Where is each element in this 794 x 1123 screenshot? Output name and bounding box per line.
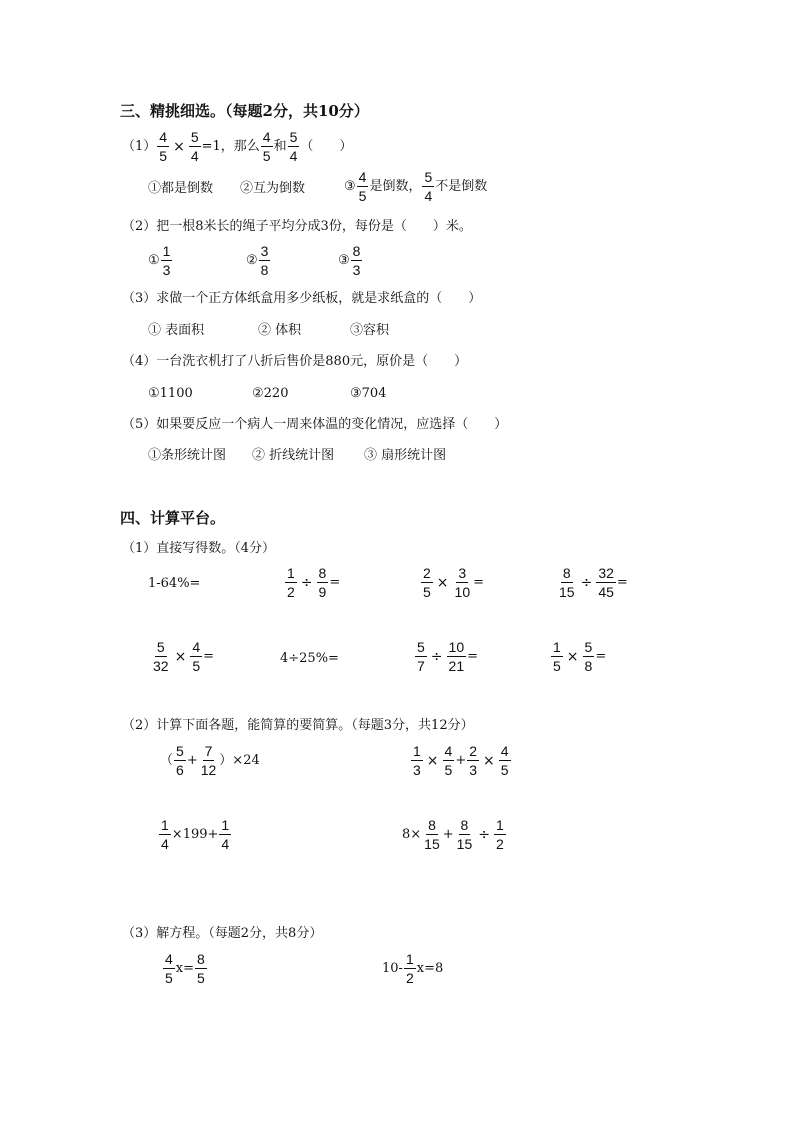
fraction: 4 5	[358, 169, 367, 204]
q3-stem: （3）求做一个正方体纸盒用多少纸板，就是求纸盒的（ ）	[122, 291, 482, 306]
fraction: $\frac{10}{21}$	[448, 639, 465, 674]
q3-option-3: ③容积	[350, 323, 390, 338]
equals-sign: =	[616, 575, 628, 590]
times-sign: ×	[436, 574, 449, 591]
fraction: 5 4	[424, 169, 433, 204]
q4-option-2: ②220	[252, 386, 289, 401]
fraction: $\frac{2}{3}$	[469, 743, 478, 778]
fraction: $\frac{8}{9}$	[318, 565, 327, 600]
fraction: $\frac{1}{2}$	[495, 817, 504, 852]
part2-title: （2）计算下面各题，能简算的要简算。（每题3分，共12分）	[122, 718, 474, 733]
divide-sign: ÷	[580, 574, 593, 591]
close-paren-times-24: ）×24	[219, 753, 260, 768]
q2-option-2	[246, 244, 271, 277]
calc-expression: 1-64%=	[148, 576, 201, 591]
option-marker: ③	[338, 253, 350, 268]
q5-option-1: ①条形统计图	[148, 448, 227, 463]
calc-expression	[284, 566, 340, 599]
fraction: $\frac{1}{3}$	[413, 743, 421, 778]
times-sign: ×	[174, 648, 187, 665]
x-equals-8: x=8	[416, 961, 444, 976]
calc-expression	[160, 744, 260, 777]
q1-number: （1）	[122, 139, 157, 154]
q1-stem	[122, 130, 352, 163]
ten-minus: 10-	[382, 961, 403, 976]
section3-title: 三、精挑细选。（每题2分，共10分）	[120, 102, 369, 120]
answer-blank: （ ）	[300, 139, 353, 154]
option-marker: ①	[148, 253, 160, 268]
fraction: $\frac{4}{5}$	[159, 129, 168, 164]
q3-option-2: ② 体积	[258, 323, 302, 338]
calc-expression	[550, 640, 606, 673]
calc-expression	[420, 566, 484, 599]
fraction: $\frac{8}{15}$	[559, 565, 575, 600]
fraction: $\frac{3}{10}$	[454, 565, 471, 600]
fraction: $\frac{1}{4}$	[161, 817, 169, 852]
equals-sign: =	[595, 649, 607, 664]
calc-expression	[402, 818, 507, 851]
q3-option-1: ① 表面积	[148, 323, 205, 338]
equals-sign: =	[473, 575, 485, 590]
option-marker: ③	[344, 179, 356, 194]
fraction: 1 2	[405, 951, 414, 986]
divide-sign: ÷	[300, 574, 313, 591]
fraction: 4 5	[165, 951, 173, 986]
calc-expression	[414, 640, 478, 673]
q1-option-3	[344, 170, 487, 203]
calc-expression	[556, 566, 628, 599]
section4-title: 四、计算平台。	[120, 509, 226, 527]
calc-expression	[158, 818, 232, 851]
divide-sign: ÷	[478, 826, 490, 843]
fraction: $\frac{5}{7}$	[417, 639, 425, 674]
q4-option-1: ①1100	[148, 386, 193, 401]
eight-times: 8×	[402, 827, 422, 842]
option-marker: ②	[246, 253, 258, 268]
q1-stem-tail: =1，那么	[201, 139, 260, 154]
fraction: 5 4	[289, 129, 298, 164]
calc-expression	[150, 640, 214, 673]
q1-and: 和	[273, 139, 287, 154]
x-equals: x=	[175, 961, 195, 976]
calc-expression	[410, 744, 512, 777]
fraction: $\frac{8}{5}$	[197, 951, 205, 986]
q5-stem: （5）如果要反应一个病人一周来体温的变化情况，应选择（ ）	[122, 417, 508, 432]
equation	[162, 952, 208, 985]
equation	[382, 952, 443, 985]
q1-option-1: ①都是倒数	[148, 181, 214, 196]
fraction: 5 6	[176, 743, 184, 778]
part1-title: （1）直接写得数。（4分）	[122, 541, 276, 556]
times-199-plus: ×199+	[171, 827, 219, 842]
calc-expression: 4÷25%=	[280, 651, 339, 666]
fraction: $\frac{7}{12}$	[200, 743, 217, 778]
fraction: 3 8	[260, 243, 269, 278]
fraction: 1 3	[162, 243, 171, 278]
times-sign: ×	[426, 752, 439, 769]
fraction: $\frac{2}{5}$	[423, 565, 431, 600]
q2-option-1	[148, 244, 173, 277]
fraction: $\frac{5}{4}$	[190, 129, 199, 164]
times-sign: ×	[173, 138, 185, 155]
equals-sign: =	[203, 649, 215, 664]
plus-sign: +	[186, 753, 198, 768]
fraction: $\frac{1}{4}$	[221, 817, 230, 852]
plus-sign: +	[455, 753, 467, 768]
part3-title: （3）解方程。（每题2分，共8分）	[122, 926, 323, 941]
times-sign: ×	[566, 648, 579, 665]
fraction: $\frac{4}{5}$	[192, 639, 201, 674]
fraction: $\frac{4}{5}$	[444, 743, 453, 778]
fraction: $\frac{5}{8}$	[584, 639, 593, 674]
times-sign: ×	[483, 752, 495, 769]
fraction: $\frac{8}{15}$	[456, 817, 473, 852]
q1-opt3-tail: 不是倒数	[435, 179, 488, 194]
q1-opt3-mid: 是倒数，	[369, 179, 422, 194]
fraction: $\frac{8}{15}$	[424, 817, 440, 852]
q1-option-2: ②互为倒数	[240, 181, 306, 196]
q4-stem: （4）一台洗衣机打了八折后售价是880元，原价是（ ）	[122, 354, 468, 369]
fraction: 4 5	[262, 129, 271, 164]
equals-sign: =	[329, 575, 341, 590]
fraction: $\frac{4}{5}$	[500, 743, 509, 778]
q5-option-3: ③ 扇形统计图	[364, 448, 447, 463]
q2-stem: （2）把一根8米长的绳子平均分成3份，每份是（ ）米。	[122, 219, 472, 234]
fraction: 8 3	[352, 243, 361, 278]
open-paren: （	[160, 753, 174, 768]
fraction: $\frac{1}{5}$	[553, 639, 561, 674]
q2-option-3	[338, 244, 363, 277]
fraction: $\frac{1}{2}$	[287, 565, 295, 600]
divide-sign: ÷	[430, 648, 443, 665]
equals-sign: =	[467, 649, 479, 664]
q4-option-3: ③704	[350, 386, 387, 401]
plus-sign: +	[442, 827, 454, 842]
fraction: $\frac{5}{32}$	[153, 639, 169, 674]
q5-option-2: ② 折线统计图	[252, 448, 335, 463]
fraction: $\frac{32}{45}$	[598, 565, 614, 600]
